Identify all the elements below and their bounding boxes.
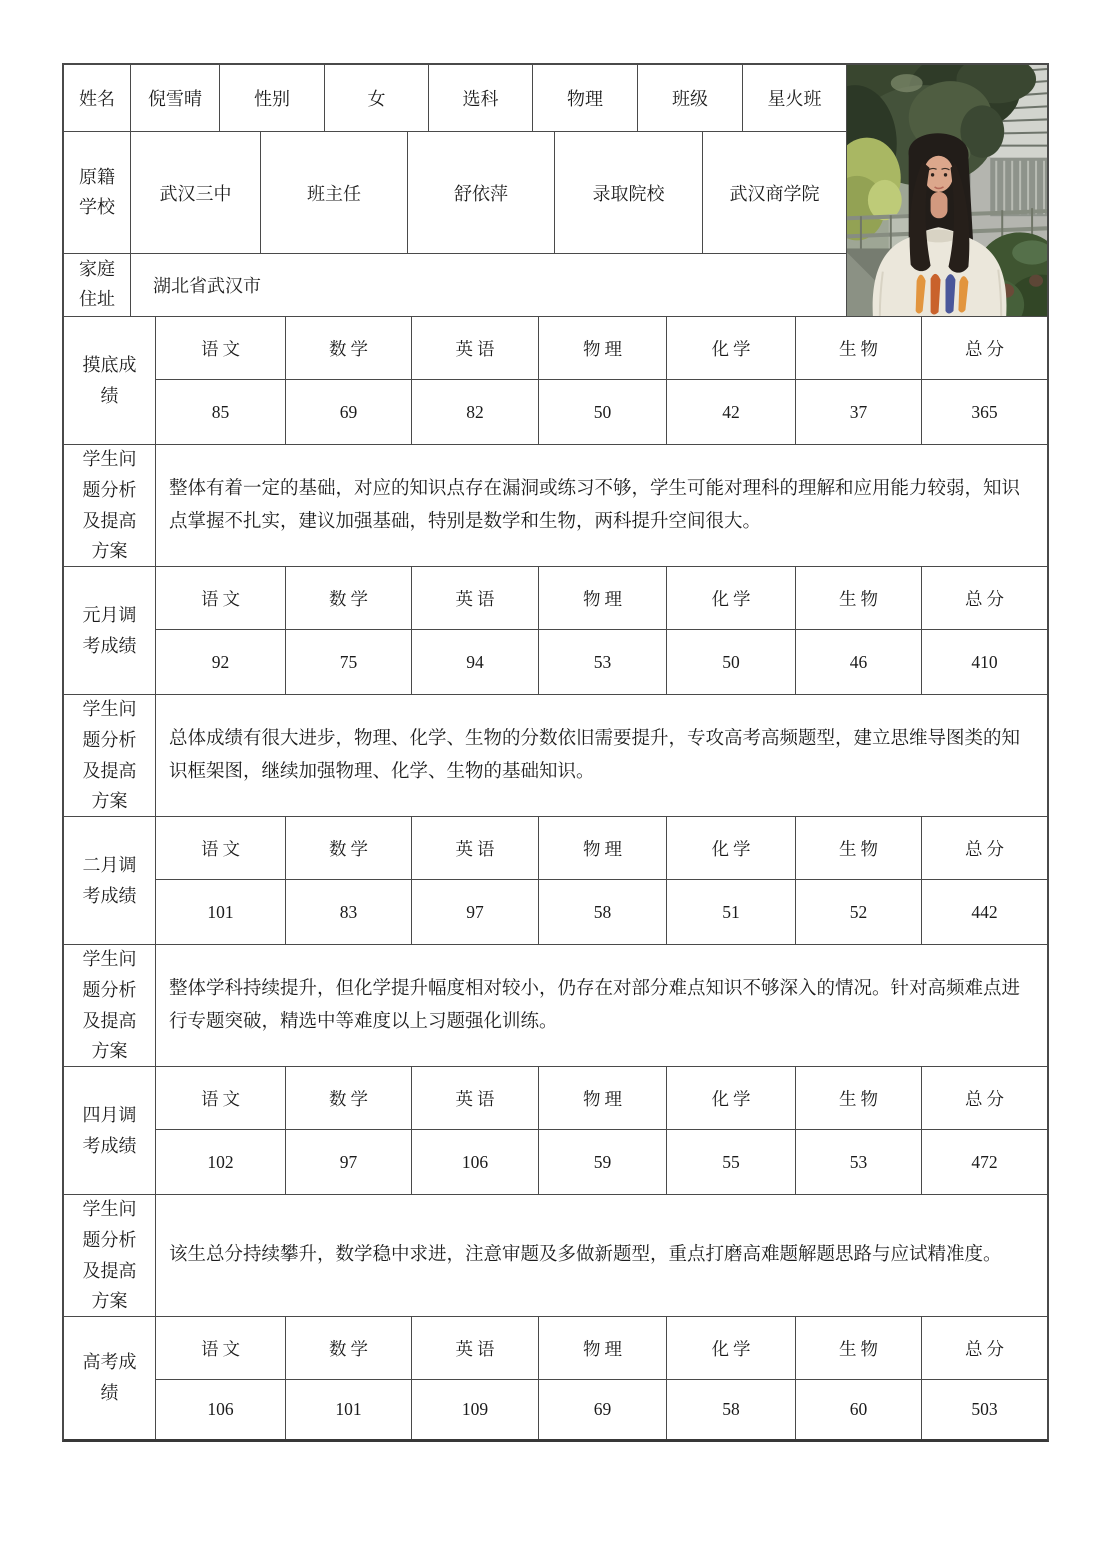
subject-header: 数学 bbox=[285, 1317, 411, 1379]
section-label: 学生问题分析及提高方案 bbox=[82, 698, 137, 812]
info-row-2 bbox=[64, 131, 846, 253]
analysis-text: 该生总分持续攀升，数学稳中求进，注意审题及多做新题型，重点打磨高难题解题思路与应试精准度。 bbox=[169, 1245, 1002, 1266]
subject-header: 语文 bbox=[201, 838, 244, 859]
subject-header: 物理 bbox=[538, 317, 666, 379]
elective-value: 物理 bbox=[532, 65, 637, 131]
subject-header: 生物 bbox=[795, 567, 921, 629]
subject-header: 语文 bbox=[201, 1338, 244, 1359]
analysis-content bbox=[155, 445, 1047, 566]
score-value: 94 bbox=[411, 630, 538, 694]
score-grid bbox=[155, 317, 1047, 444]
score-value: 75 bbox=[285, 630, 411, 694]
score-value: 102 bbox=[207, 1151, 234, 1172]
analysis-section-3 bbox=[64, 944, 1047, 1066]
score-grid bbox=[155, 1067, 1047, 1194]
subject-header: 总分 bbox=[921, 1317, 1047, 1379]
subject-header-row bbox=[156, 1067, 1047, 1129]
subject-header: 总分 bbox=[921, 1067, 1047, 1129]
subject-header: 数学 bbox=[285, 1067, 411, 1129]
section-label: 学生问题分析及提高方案 bbox=[82, 948, 137, 1062]
name-label: 姓名 bbox=[79, 89, 115, 109]
score-value: 472 bbox=[921, 1130, 1047, 1194]
score-value-row bbox=[156, 629, 1047, 694]
analysis-text: 整体有着一定的基础，对应的知识点存在漏洞或练习不够，学生可能对理科的理解和应用能力较弱，知识点掌握不扎实，建议加强基础，特别是数学和生物，两科提升空间很大。 bbox=[169, 478, 1021, 532]
subject-header: 数学 bbox=[285, 317, 411, 379]
analysis-content bbox=[155, 1195, 1047, 1316]
section-label: 四月调考成绩 bbox=[82, 1104, 137, 1156]
score-value: 55 bbox=[666, 1130, 795, 1194]
student-info-block bbox=[64, 65, 1047, 316]
analysis-section-4 bbox=[64, 1194, 1047, 1316]
score-value: 69 bbox=[538, 1380, 666, 1439]
subject-header: 英语 bbox=[411, 567, 538, 629]
score-value: 83 bbox=[285, 880, 411, 944]
section-label: 学生问题分析及提高方案 bbox=[82, 1198, 137, 1312]
score-value: 59 bbox=[538, 1130, 666, 1194]
gender-value: 女 bbox=[324, 65, 428, 131]
score-grid bbox=[155, 567, 1047, 694]
score-value: 50 bbox=[538, 380, 666, 444]
score-value: 53 bbox=[538, 630, 666, 694]
score-value-row bbox=[156, 1129, 1047, 1194]
college-label: 录取院校 bbox=[554, 132, 702, 253]
subject-header: 英语 bbox=[411, 817, 538, 879]
subject-header-row bbox=[156, 817, 1047, 879]
subject-header: 数学 bbox=[285, 567, 411, 629]
address-label: 家庭住址 bbox=[79, 259, 115, 309]
subject-header: 英语 bbox=[411, 1317, 538, 1379]
subject-header: 语文 bbox=[201, 1088, 244, 1109]
subject-header: 生物 bbox=[795, 817, 921, 879]
subject-header: 英语 bbox=[411, 1067, 538, 1129]
section-label: 摸底成绩 bbox=[82, 354, 137, 406]
score-value: 58 bbox=[538, 880, 666, 944]
score-value: 109 bbox=[411, 1380, 538, 1439]
score-value: 52 bbox=[795, 880, 921, 944]
subject-header: 生物 bbox=[795, 1317, 921, 1379]
class-value: 星火班 bbox=[742, 65, 846, 131]
score-section-baseline bbox=[64, 316, 1047, 444]
subject-header: 物理 bbox=[538, 1067, 666, 1129]
address-value: 湖北省武汉市 bbox=[130, 254, 846, 316]
student-report-table bbox=[62, 63, 1049, 1442]
analysis-content bbox=[155, 695, 1047, 816]
subject-header: 生物 bbox=[795, 1067, 921, 1129]
score-value: 37 bbox=[795, 380, 921, 444]
score-value: 46 bbox=[795, 630, 921, 694]
score-value-row bbox=[156, 879, 1047, 944]
elective-label: 选科 bbox=[428, 65, 532, 131]
college-value: 武汉商学院 bbox=[702, 132, 846, 253]
student-photo bbox=[846, 65, 1047, 316]
subject-header: 化学 bbox=[666, 1067, 795, 1129]
info-row-1 bbox=[64, 65, 846, 131]
score-value: 85 bbox=[211, 401, 230, 422]
score-value: 60 bbox=[795, 1380, 921, 1439]
score-section-january bbox=[64, 566, 1047, 694]
score-value: 101 bbox=[285, 1380, 411, 1439]
score-value: 58 bbox=[666, 1380, 795, 1439]
score-value: 51 bbox=[666, 880, 795, 944]
subject-header: 生物 bbox=[795, 317, 921, 379]
score-value: 503 bbox=[921, 1380, 1047, 1439]
subject-header-row bbox=[156, 1317, 1047, 1379]
analysis-content bbox=[155, 945, 1047, 1066]
subject-header: 总分 bbox=[921, 817, 1047, 879]
score-value: 97 bbox=[411, 880, 538, 944]
score-value: 410 bbox=[921, 630, 1047, 694]
subject-header: 物理 bbox=[538, 567, 666, 629]
name-value: 倪雪晴 bbox=[130, 65, 219, 131]
section-label: 高考成绩 bbox=[82, 1352, 137, 1403]
subject-header: 语文 bbox=[201, 588, 244, 609]
head-teacher-value: 舒依萍 bbox=[407, 132, 554, 253]
class-label: 班级 bbox=[637, 65, 742, 131]
student-info-grid bbox=[64, 65, 846, 316]
score-value: 53 bbox=[795, 1130, 921, 1194]
subject-header: 总分 bbox=[921, 317, 1047, 379]
subject-header: 数学 bbox=[285, 817, 411, 879]
section-label: 学生问题分析及提高方案 bbox=[82, 448, 137, 562]
score-value: 82 bbox=[411, 380, 538, 444]
score-value: 365 bbox=[921, 380, 1047, 444]
analysis-text: 整体学科持续提升，但化学提升幅度相对较小，仍存在对部分难点知识不够深入的情况。针对高频难点进行专题突破，精选中等难度以上习题强化训练。 bbox=[169, 978, 1021, 1032]
subject-header: 物理 bbox=[538, 1317, 666, 1379]
score-value: 101 bbox=[207, 901, 234, 922]
subject-header-row bbox=[156, 317, 1047, 379]
score-value: 50 bbox=[666, 630, 795, 694]
score-value-row bbox=[156, 1379, 1047, 1439]
subject-header: 化学 bbox=[666, 317, 795, 379]
subject-header-row bbox=[156, 567, 1047, 629]
score-value-row bbox=[156, 379, 1047, 444]
origin-school-label: 原籍学校 bbox=[79, 166, 115, 217]
gender-label: 性别 bbox=[219, 65, 324, 131]
score-value: 442 bbox=[921, 880, 1047, 944]
score-value: 106 bbox=[207, 1399, 234, 1419]
score-value: 92 bbox=[211, 651, 230, 672]
subject-header: 语文 bbox=[201, 338, 244, 359]
analysis-text: 总体成绩有很大进步，物理、化学、生物的分数依旧需要提升，专攻高考高频题型，建立思维导图类的知识框架图，继续加强物理、化学、生物的基础知识。 bbox=[169, 728, 1021, 782]
score-value: 69 bbox=[285, 380, 411, 444]
score-grid bbox=[155, 1317, 1047, 1439]
score-grid bbox=[155, 817, 1047, 944]
subject-header: 化学 bbox=[666, 567, 795, 629]
subject-header: 英语 bbox=[411, 317, 538, 379]
section-label: 二月调考成绩 bbox=[82, 854, 137, 906]
subject-header: 总分 bbox=[921, 567, 1047, 629]
subject-header: 化学 bbox=[666, 817, 795, 879]
section-label: 元月调考成绩 bbox=[82, 604, 137, 656]
info-row-3 bbox=[64, 253, 846, 316]
score-value: 97 bbox=[285, 1130, 411, 1194]
head-teacher-label: 班主任 bbox=[260, 132, 407, 253]
score-section-april bbox=[64, 1066, 1047, 1194]
subject-header: 化学 bbox=[666, 1317, 795, 1379]
student-photo-illustration bbox=[847, 65, 1047, 316]
analysis-section-2 bbox=[64, 694, 1047, 816]
analysis-section-1 bbox=[64, 444, 1047, 566]
score-section-gaokao bbox=[64, 1316, 1047, 1439]
origin-school-value: 武汉三中 bbox=[130, 132, 260, 253]
score-value: 106 bbox=[411, 1130, 538, 1194]
score-section-february bbox=[64, 816, 1047, 944]
score-value: 42 bbox=[666, 380, 795, 444]
subject-header: 物理 bbox=[538, 817, 666, 879]
